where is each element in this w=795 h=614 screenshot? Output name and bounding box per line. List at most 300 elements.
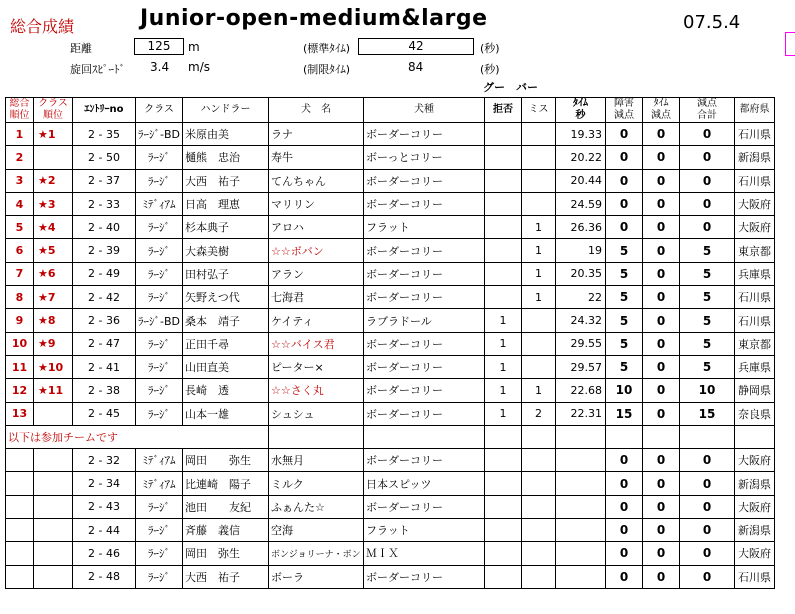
- cell-prefecture: 大阪府: [735, 542, 775, 565]
- column-header-overall-rank: 総合 順位: [6, 98, 34, 123]
- column-header-breed: 犬種: [364, 98, 485, 123]
- table-row: [6, 379, 775, 402]
- cell-dog-name: ピーター×: [269, 355, 364, 378]
- cell-prefecture: 大阪府: [735, 449, 775, 472]
- table-row: [6, 309, 775, 332]
- cell-faults: [522, 309, 556, 332]
- cell-entry-no: 2 - 45: [73, 402, 136, 425]
- cell-faults: [522, 355, 556, 378]
- cell-refusals: [485, 472, 522, 495]
- table-row: [6, 216, 775, 239]
- cell-class: ﾗｰｼﾞ: [136, 262, 183, 285]
- table-row: [6, 472, 775, 495]
- cell-refusals: [485, 239, 522, 262]
- cell-handler: 桑本 靖子: [183, 309, 269, 332]
- cell-entry-no: 2 - 36: [73, 309, 136, 332]
- table-row: [6, 262, 775, 285]
- cell-handler: 池田 友紀: [183, 495, 269, 518]
- cell-class-rank: ★4: [34, 216, 73, 239]
- table-row: [6, 402, 775, 425]
- cell-entry-no: 2 - 47: [73, 332, 136, 355]
- empty-cell: [643, 425, 680, 448]
- cell-overall-rank: 11: [6, 355, 34, 378]
- cell-time-seconds: 19.33: [556, 123, 606, 146]
- cell-dog-name: 寿牛: [269, 146, 364, 169]
- cell-faults: [522, 169, 556, 192]
- cell-time-seconds: 26.36: [556, 216, 606, 239]
- event-title: Junior-open-medium&large: [140, 6, 488, 31]
- cell-total-penalty: 0: [680, 216, 735, 239]
- speed-label: 旋回ｽﾋﾟｰﾄﾞ: [70, 63, 125, 76]
- empty-cell: [522, 425, 556, 448]
- cell-entry-no: 2 - 44: [73, 519, 136, 542]
- cell-class-rank: ★7: [34, 286, 73, 309]
- cell-handler: 大西 祐子: [183, 565, 269, 588]
- speed-value: 3.4: [150, 60, 170, 74]
- cell-handler: 大森美樹: [183, 239, 269, 262]
- cell-time-seconds: 22: [556, 286, 606, 309]
- cell-breed: ボーっとコリー: [364, 146, 485, 169]
- cell-class: ﾗｰｼﾞ: [136, 379, 183, 402]
- cell-refusals: [485, 542, 522, 565]
- cell-class-rank: [34, 449, 73, 472]
- cell-handler: 杉本典子: [183, 216, 269, 239]
- cell-refusals: [485, 169, 522, 192]
- cell-dog-name: ☆☆ボバン: [269, 239, 364, 262]
- cell-dog-name: 空海: [269, 519, 364, 542]
- cell-class: ﾗｰｼﾞ: [136, 402, 183, 425]
- cell-entry-no: 2 - 35: [73, 123, 136, 146]
- cell-time-penalty: 0: [643, 169, 680, 192]
- cell-refusals: [485, 192, 522, 215]
- cell-prefecture: 石川県: [735, 286, 775, 309]
- limit-time-unit: (秒): [480, 63, 500, 76]
- cell-time-penalty: 0: [643, 472, 680, 495]
- cell-class: ﾗｰｼﾞ: [136, 355, 183, 378]
- standard-time-value: 42: [358, 38, 474, 55]
- cell-dog-name: ミルク: [269, 472, 364, 495]
- cell-faults: [522, 565, 556, 588]
- cell-faults: 1: [522, 379, 556, 402]
- cell-time-seconds: [556, 472, 606, 495]
- cell-total-penalty: 0: [680, 169, 735, 192]
- cell-time-penalty: 0: [643, 542, 680, 565]
- table-row: [6, 495, 775, 518]
- cell-overall-rank: [6, 495, 34, 518]
- cell-breed: フラット: [364, 519, 485, 542]
- cell-class: ﾐﾃﾞｨｱﾑ: [136, 449, 183, 472]
- cell-time-penalty: 0: [643, 519, 680, 542]
- table-row: [6, 123, 775, 146]
- cell-obstacle-penalty: 0: [606, 169, 643, 192]
- cell-entry-no: 2 - 50: [73, 146, 136, 169]
- cell-refusals: 1: [485, 379, 522, 402]
- cell-time-seconds: [556, 495, 606, 518]
- table-row: [6, 286, 775, 309]
- cell-dog-name: ☆☆さく丸: [269, 379, 364, 402]
- cell-overall-rank: 1: [6, 123, 34, 146]
- cell-prefecture: 奈良県: [735, 402, 775, 425]
- cell-total-penalty: 5: [680, 332, 735, 355]
- cell-time-penalty: 0: [643, 449, 680, 472]
- cell-dog-name: ☆☆バイス君: [269, 332, 364, 355]
- column-header-total-penalty: 減点 合計: [680, 98, 735, 123]
- cell-entry-no: 2 - 33: [73, 192, 136, 215]
- cell-total-penalty: 15: [680, 402, 735, 425]
- cell-class-rank: [34, 519, 73, 542]
- cell-class: ﾗｰｼﾞ: [136, 565, 183, 588]
- cell-class-rank: [34, 565, 73, 588]
- cell-dog-name: 七海君: [269, 286, 364, 309]
- cell-time-seconds: [556, 565, 606, 588]
- distance-value: 125: [134, 38, 184, 55]
- column-header-handler: ハンドラー: [183, 98, 269, 123]
- cell-total-penalty: 0: [680, 472, 735, 495]
- cell-prefecture: 新潟県: [735, 519, 775, 542]
- event-date: 07.5.4: [683, 12, 741, 33]
- cell-dog-name: てんちゃん: [269, 169, 364, 192]
- cell-overall-rank: 6: [6, 239, 34, 262]
- cell-time-seconds: 24.32: [556, 309, 606, 332]
- cell-class: ﾗｰｼﾞ: [136, 495, 183, 518]
- cell-dog-name: ボーラ: [269, 565, 364, 588]
- table-row: [6, 146, 775, 169]
- cell-refusals: 1: [485, 309, 522, 332]
- cell-breed: ボーダーコリー: [364, 355, 485, 378]
- cell-handler: 米原由美: [183, 123, 269, 146]
- cell-refusals: [485, 565, 522, 588]
- cell-refusals: 1: [485, 355, 522, 378]
- cell-total-penalty: 0: [680, 519, 735, 542]
- cell-time-penalty: 0: [643, 123, 680, 146]
- cell-total-penalty: 5: [680, 286, 735, 309]
- sheet-edge-marker: [785, 32, 795, 56]
- cell-time-penalty: 0: [643, 309, 680, 332]
- cell-dog-name: ふぁんた☆: [269, 495, 364, 518]
- cell-breed: ボーダーコリー: [364, 332, 485, 355]
- cell-obstacle-penalty: 0: [606, 565, 643, 588]
- cell-class-rank: [34, 472, 73, 495]
- overall-results-label: 総合成績: [10, 17, 75, 36]
- cell-breed: ボーダーコリー: [364, 262, 485, 285]
- empty-cell: [735, 425, 775, 448]
- cell-obstacle-penalty: 0: [606, 495, 643, 518]
- cell-handler: 正田千尋: [183, 332, 269, 355]
- limit-time-value: 84: [408, 60, 424, 74]
- table-row: [6, 332, 775, 355]
- cell-class: ﾗｰｼﾞ: [136, 146, 183, 169]
- cell-handler: 岡田 弥生: [183, 449, 269, 472]
- cell-obstacle-penalty: 5: [606, 355, 643, 378]
- cell-refusals: [485, 286, 522, 309]
- cell-class-rank: ★6: [34, 262, 73, 285]
- cell-total-penalty: 0: [680, 495, 735, 518]
- speed-unit: m/s: [188, 60, 210, 74]
- cell-faults: [522, 542, 556, 565]
- group-label: グー バー: [483, 81, 538, 94]
- cell-overall-rank: [6, 472, 34, 495]
- cell-prefecture: 石川県: [735, 565, 775, 588]
- cell-obstacle-penalty: 0: [606, 542, 643, 565]
- empty-cell: [183, 425, 269, 448]
- cell-class: ﾐﾃﾞｨｱﾑ: [136, 472, 183, 495]
- cell-total-penalty: 5: [680, 262, 735, 285]
- cell-handler: 長崎 透: [183, 379, 269, 402]
- cell-faults: [522, 332, 556, 355]
- header-row: [6, 98, 775, 123]
- cell-faults: [522, 472, 556, 495]
- cell-obstacle-penalty: 15: [606, 402, 643, 425]
- cell-total-penalty: 0: [680, 123, 735, 146]
- cell-refusals: [485, 123, 522, 146]
- cell-total-penalty: 0: [680, 192, 735, 215]
- cell-faults: 1: [522, 262, 556, 285]
- empty-cell: [606, 425, 643, 448]
- cell-faults: [522, 519, 556, 542]
- cell-prefecture: 大阪府: [735, 495, 775, 518]
- cell-time-penalty: 0: [643, 192, 680, 215]
- cell-refusals: [485, 216, 522, 239]
- cell-handler: 樋熊 忠治: [183, 146, 269, 169]
- cell-class-rank: ★3: [34, 192, 73, 215]
- cell-prefecture: 大阪府: [735, 216, 775, 239]
- cell-class-rank: ★1: [34, 123, 73, 146]
- cell-time-seconds: 20.35: [556, 262, 606, 285]
- cell-faults: 1: [522, 216, 556, 239]
- cell-time-seconds: [556, 519, 606, 542]
- cell-prefecture: 石川県: [735, 169, 775, 192]
- cell-breed: ボーダーコリー: [364, 239, 485, 262]
- column-header-dog-name: 犬 名: [269, 98, 364, 123]
- cell-refusals: 1: [485, 332, 522, 355]
- cell-time-seconds: [556, 449, 606, 472]
- table-row: [6, 192, 775, 215]
- cell-dog-name: マリリン: [269, 192, 364, 215]
- empty-cell: [364, 425, 485, 448]
- cell-handler: 比連崎 陽子: [183, 472, 269, 495]
- column-header-entry-no: ｴﾝﾄﾘｰno: [73, 98, 136, 123]
- column-header-class-rank: クラス 順位: [34, 98, 73, 123]
- cell-time-penalty: 0: [643, 262, 680, 285]
- cell-overall-rank: 3: [6, 169, 34, 192]
- cell-entry-no: 2 - 49: [73, 262, 136, 285]
- cell-prefecture: 新潟県: [735, 146, 775, 169]
- cell-entry-no: 2 - 41: [73, 355, 136, 378]
- distance-label: 距離: [70, 42, 92, 55]
- cell-prefecture: 大阪府: [735, 192, 775, 215]
- cell-dog-name: ボンジョリーナ・ボン: [269, 542, 364, 565]
- distance-unit: m: [188, 40, 200, 54]
- cell-class: ﾗｰｼﾞ-BD: [136, 309, 183, 332]
- cell-breed: ボーダーコリー: [364, 192, 485, 215]
- cell-prefecture: 東京都: [735, 332, 775, 355]
- cell-total-penalty: 0: [680, 449, 735, 472]
- results-body: [6, 123, 775, 589]
- cell-breed: ボーダーコリー: [364, 402, 485, 425]
- empty-cell: [269, 425, 364, 448]
- cell-refusals: [485, 519, 522, 542]
- cell-refusals: [485, 262, 522, 285]
- cell-class: ﾗｰｼﾞ: [136, 239, 183, 262]
- table-row: [6, 519, 775, 542]
- cell-class: ﾗｰｼﾞ: [136, 169, 183, 192]
- cell-breed: ボーダーコリー: [364, 169, 485, 192]
- cell-overall-rank: 4: [6, 192, 34, 215]
- cell-breed: ボーダーコリー: [364, 449, 485, 472]
- cell-obstacle-penalty: 0: [606, 146, 643, 169]
- empty-cell: [485, 425, 522, 448]
- cell-breed: ＭＩＸ: [364, 542, 485, 565]
- cell-entry-no: 2 - 48: [73, 565, 136, 588]
- cell-class-rank: [34, 495, 73, 518]
- cell-obstacle-penalty: 5: [606, 239, 643, 262]
- cell-class: ﾗｰｼﾞ: [136, 216, 183, 239]
- table-row: [6, 169, 775, 192]
- cell-time-seconds: 29.57: [556, 355, 606, 378]
- cell-handler: 山田直美: [183, 355, 269, 378]
- cell-total-penalty: 0: [680, 542, 735, 565]
- cell-overall-rank: 9: [6, 309, 34, 332]
- cell-breed: ボーダーコリー: [364, 123, 485, 146]
- cell-class-rank: ★5: [34, 239, 73, 262]
- cell-obstacle-penalty: 5: [606, 332, 643, 355]
- cell-overall-rank: [6, 542, 34, 565]
- column-header-time-seconds: ﾀｲﾑ 秒: [556, 98, 606, 123]
- cell-obstacle-penalty: 5: [606, 262, 643, 285]
- cell-time-penalty: 0: [643, 495, 680, 518]
- cell-prefecture: 石川県: [735, 309, 775, 332]
- cell-entry-no: 2 - 32: [73, 449, 136, 472]
- cell-breed: フラット: [364, 216, 485, 239]
- cell-handler: 田村弘子: [183, 262, 269, 285]
- cell-obstacle-penalty: 0: [606, 519, 643, 542]
- cell-dog-name: ラナ: [269, 123, 364, 146]
- cell-faults: [522, 146, 556, 169]
- standard-time-label: (標準ﾀｲﾑ): [303, 42, 351, 55]
- cell-entry-no: 2 - 37: [73, 169, 136, 192]
- cell-prefecture: 兵庫県: [735, 262, 775, 285]
- cell-obstacle-penalty: 10: [606, 379, 643, 402]
- cell-prefecture: 石川県: [735, 123, 775, 146]
- cell-obstacle-penalty: 0: [606, 123, 643, 146]
- cell-obstacle-penalty: 0: [606, 449, 643, 472]
- cell-entry-no: 2 - 39: [73, 239, 136, 262]
- cell-overall-rank: 5: [6, 216, 34, 239]
- cell-class: ﾗｰｼﾞ: [136, 286, 183, 309]
- cell-overall-rank: [6, 519, 34, 542]
- cell-handler: 大西 祐子: [183, 169, 269, 192]
- cell-handler: 日高 理恵: [183, 192, 269, 215]
- cell-time-seconds: [556, 542, 606, 565]
- cell-faults: [522, 495, 556, 518]
- cell-time-penalty: 0: [643, 402, 680, 425]
- cell-overall-rank: [6, 565, 34, 588]
- cell-breed: ボーダーコリー: [364, 565, 485, 588]
- cell-overall-rank: [6, 449, 34, 472]
- cell-prefecture: 兵庫県: [735, 355, 775, 378]
- cell-total-penalty: 0: [680, 146, 735, 169]
- cell-time-seconds: 24.59: [556, 192, 606, 215]
- table-row: [6, 239, 775, 262]
- cell-prefecture: 東京都: [735, 239, 775, 262]
- cell-overall-rank: 2: [6, 146, 34, 169]
- empty-cell: [556, 425, 606, 448]
- cell-dog-name: アロハ: [269, 216, 364, 239]
- table-row: [6, 449, 775, 472]
- cell-breed: 日本スピッツ: [364, 472, 485, 495]
- cell-time-seconds: 22.31: [556, 402, 606, 425]
- cell-overall-rank: 12: [6, 379, 34, 402]
- cell-handler: 斉藤 義信: [183, 519, 269, 542]
- cell-total-penalty: 5: [680, 355, 735, 378]
- cell-total-penalty: 0: [680, 565, 735, 588]
- table-row: [6, 565, 775, 588]
- limit-time-label: (制限ﾀｲﾑ): [303, 63, 351, 76]
- cell-time-penalty: 0: [643, 379, 680, 402]
- cell-time-penalty: 0: [643, 565, 680, 588]
- cell-refusals: [485, 495, 522, 518]
- column-header-faults: ミス: [522, 98, 556, 123]
- results-table: [5, 97, 775, 589]
- cell-breed: ボーダーコリー: [364, 286, 485, 309]
- empty-cell: [680, 425, 735, 448]
- cell-time-penalty: 0: [643, 239, 680, 262]
- cell-entry-no: 2 - 34: [73, 472, 136, 495]
- cell-time-seconds: 29.55: [556, 332, 606, 355]
- cell-handler: 矢野えつ代: [183, 286, 269, 309]
- cell-class: ﾗｰｼﾞ: [136, 332, 183, 355]
- cell-class: ﾗｰｼﾞ: [136, 519, 183, 542]
- cell-breed: ボーダーコリー: [364, 495, 485, 518]
- cell-refusals: [485, 449, 522, 472]
- column-header-refusals: 拒否: [485, 98, 522, 123]
- cell-time-penalty: 0: [643, 332, 680, 355]
- cell-total-penalty: 5: [680, 309, 735, 332]
- cell-time-penalty: 0: [643, 286, 680, 309]
- cell-class-rank: ★8: [34, 309, 73, 332]
- cell-total-penalty: 5: [680, 239, 735, 262]
- cell-obstacle-penalty: 0: [606, 472, 643, 495]
- cell-breed: ボーダーコリー: [364, 379, 485, 402]
- cell-class: ﾐﾃﾞｨｱﾑ: [136, 192, 183, 215]
- cell-refusals: [485, 146, 522, 169]
- cell-entry-no: 2 - 42: [73, 286, 136, 309]
- cell-class-rank: [34, 542, 73, 565]
- cell-time-penalty: 0: [643, 216, 680, 239]
- cell-time-penalty: 0: [643, 146, 680, 169]
- cell-faults: [522, 449, 556, 472]
- cell-dog-name: ケイティ: [269, 309, 364, 332]
- cell-obstacle-penalty: 5: [606, 286, 643, 309]
- cell-entry-no: 2 - 40: [73, 216, 136, 239]
- cell-obstacle-penalty: 0: [606, 216, 643, 239]
- cell-refusals: 1: [485, 402, 522, 425]
- column-header-time-penalty: ﾀｲﾑ 減点: [643, 98, 680, 123]
- cell-class-rank: [34, 146, 73, 169]
- cell-faults: [522, 123, 556, 146]
- cell-breed: ラブラドール: [364, 309, 485, 332]
- cell-obstacle-penalty: 0: [606, 192, 643, 215]
- cell-time-seconds: 22.68: [556, 379, 606, 402]
- cell-prefecture: 新潟県: [735, 472, 775, 495]
- cell-total-penalty: 10: [680, 379, 735, 402]
- cell-faults: 1: [522, 286, 556, 309]
- cell-class-rank: ★9: [34, 332, 73, 355]
- column-header-prefecture: 都府県: [735, 98, 775, 123]
- cell-entry-no: 2 - 38: [73, 379, 136, 402]
- cell-faults: 2: [522, 402, 556, 425]
- cell-class: ﾗｰｼﾞ: [136, 542, 183, 565]
